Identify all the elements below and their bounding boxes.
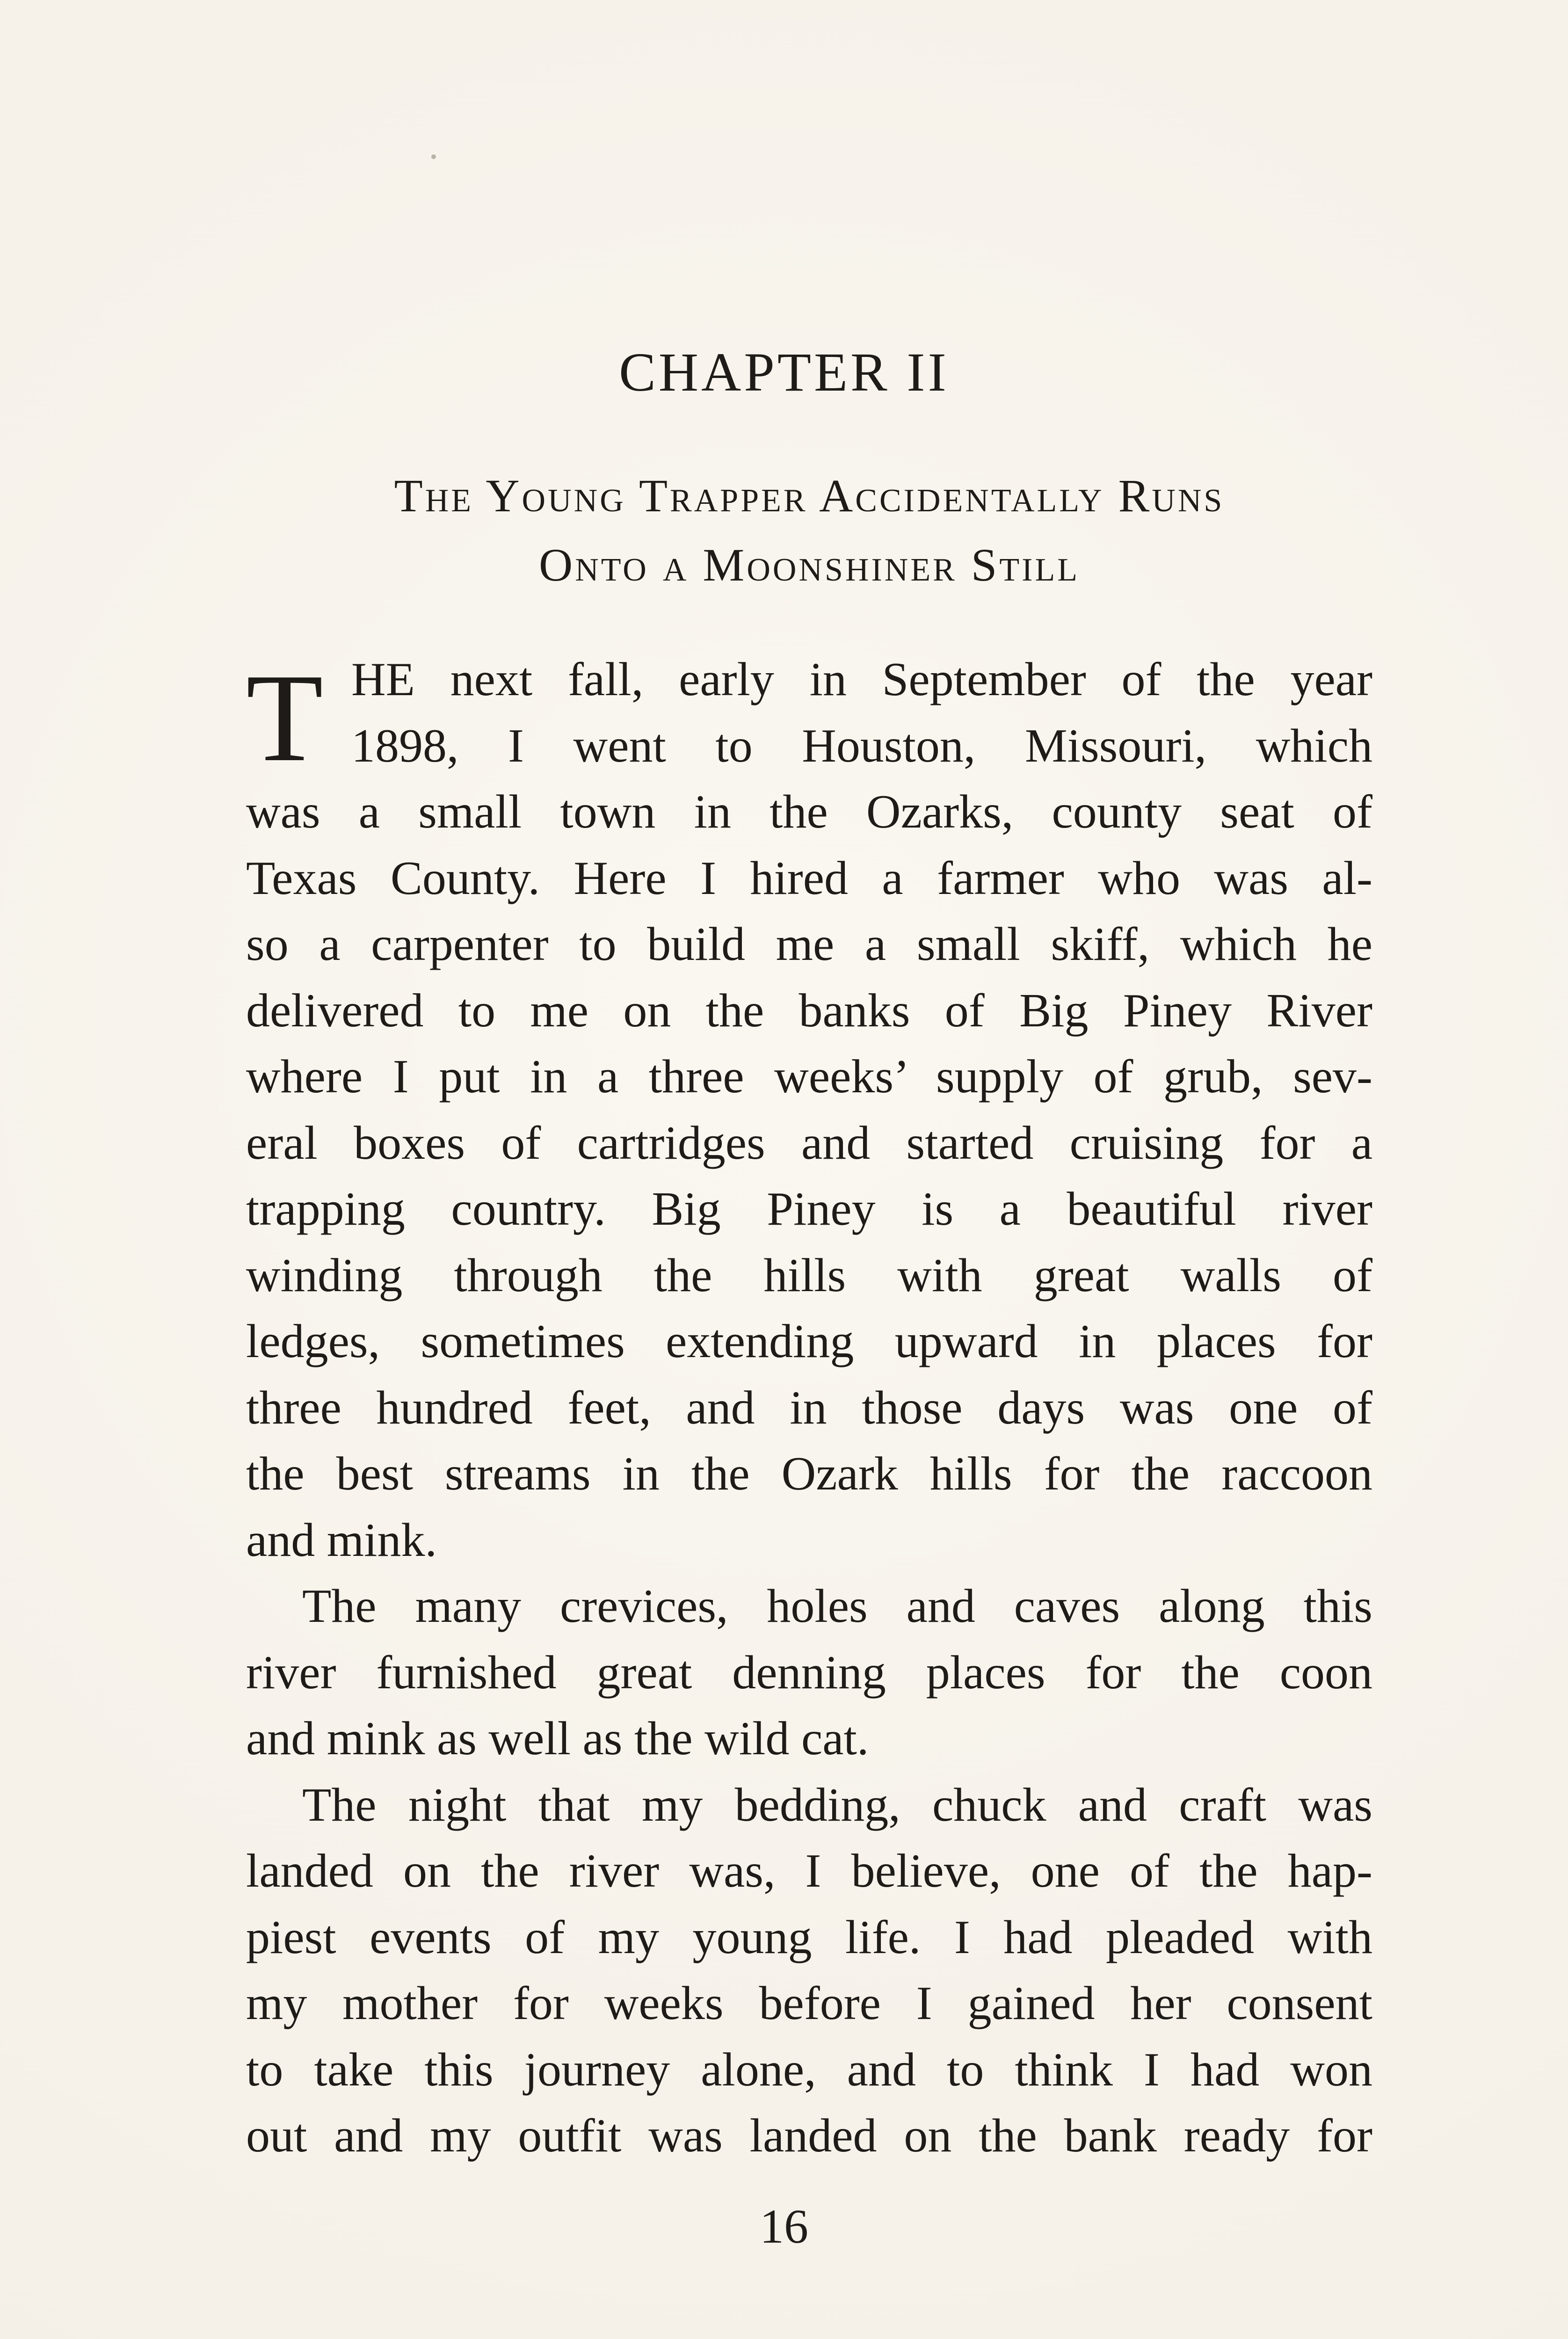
text-line: so a carpenter to build me a small skiff, which he <box>246 918 1372 971</box>
text-line: HE next fall, early in September of the year <box>351 653 1372 706</box>
text-line: to take this journey alone, and to think I had won <box>246 2043 1372 2096</box>
text-line: eral boxes of cartridges and started cruising for a <box>246 1116 1372 1170</box>
text-line: river furnished great denning places for the coon <box>246 1646 1372 1699</box>
chapter-subtitle-line-2: Onto a Moonshiner Still <box>539 539 1080 591</box>
text-line: and mink. <box>246 1513 437 1567</box>
text-line: my mother for weeks before I gained her consent <box>246 1977 1372 2030</box>
text-line: and mink as well as the wild cat. <box>246 1712 869 1765</box>
text-line: the best streams in the Ozark hills for the raccoon <box>246 1447 1372 1500</box>
text-line: three hundred feet, and in those days was one of <box>246 1381 1372 1434</box>
text-line: where I put in a three weeks’ supply of grub, sev- <box>246 1050 1372 1103</box>
text-line: The night that my bedding, chuck and craft was <box>302 1778 1372 1831</box>
text-line: piest events of my young life. I had pleaded with <box>246 1910 1372 1964</box>
text-line: trapping country. Big Piney is a beautiful river <box>246 1183 1372 1235</box>
body-text <box>246 646 1372 2169</box>
text-line: was a small town in the Ozarks, county seat of <box>246 785 1372 838</box>
text-line: delivered to me on the banks of Big Piney River <box>246 984 1372 1037</box>
chapter-subtitle-line-1: The Young Trapper Accidentally Runs <box>394 470 1225 522</box>
page-number: 16 <box>760 2200 808 2253</box>
text-line: landed on the river was, I believe, one of the hap- <box>246 1845 1372 1897</box>
drop-cap-letter: T <box>246 648 323 788</box>
text-line: Texas County. Here I hired a farmer who was al- <box>246 851 1372 905</box>
text-line: winding through the hills with great walls of <box>246 1249 1372 1302</box>
chapter-heading: CHAPTER II <box>619 341 949 403</box>
text-line: The many crevices, holes and caves along this <box>302 1580 1372 1633</box>
text-line: out and my outfit was landed on the bank ready for <box>246 2109 1372 2162</box>
paper-speck <box>431 154 436 159</box>
text-line: 1898, I went to Houston, Missouri, which <box>351 719 1372 772</box>
text-line: ledges, sometimes extending upward in places for <box>246 1315 1372 1368</box>
